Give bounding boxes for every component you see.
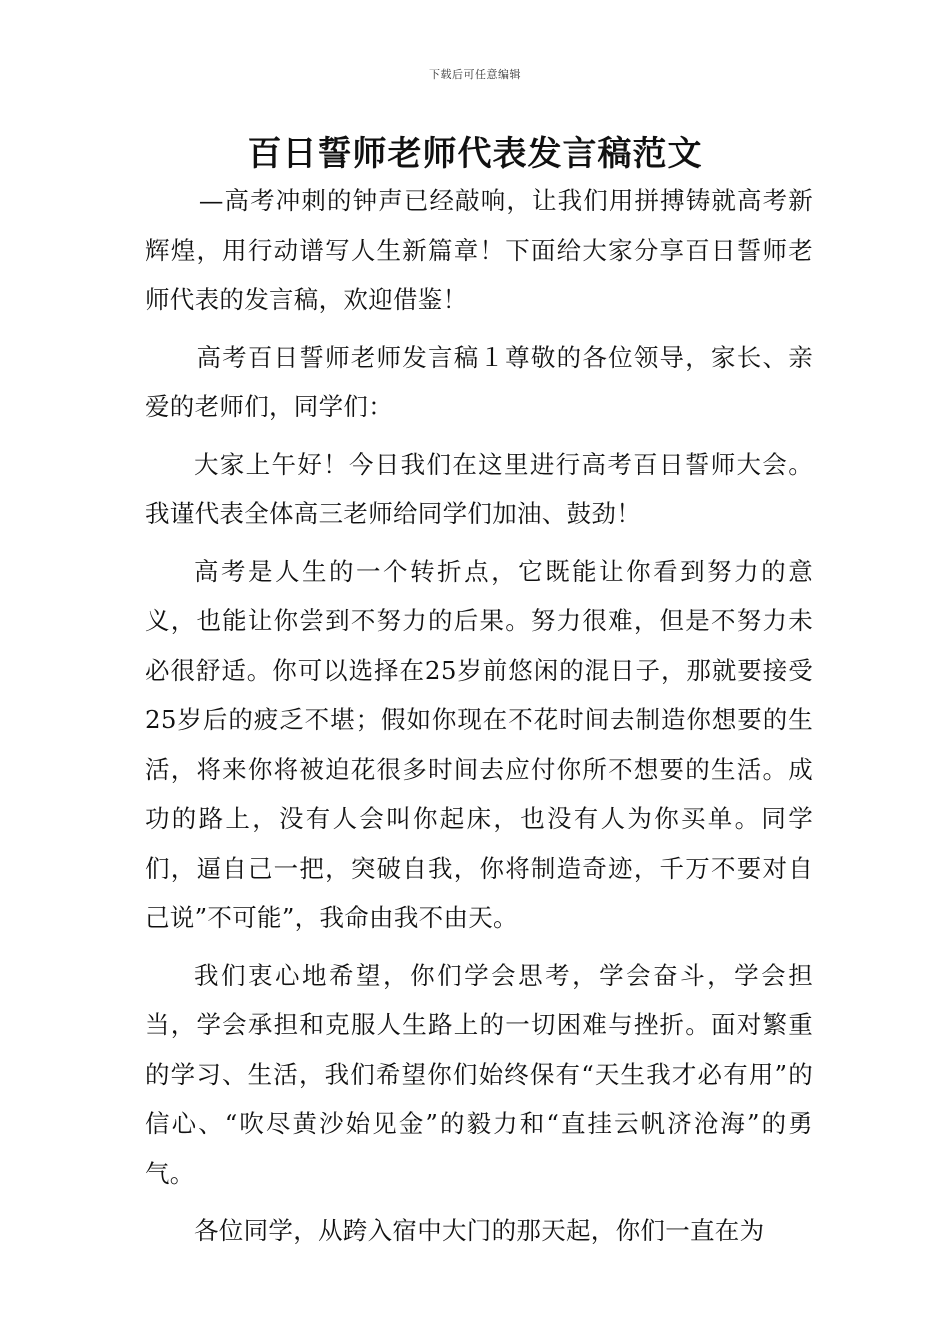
paragraph-intro: —高考冲刺的钟声已经敲响，让我们用拼搏铸就高考新辉煌，用行动谱写人生新篇章！下面给大家分享百日誓师老师代表的发言稿，欢迎借鉴！	[145, 186, 813, 314]
paragraph-salutation: 高考百日誓师老师发言稿１尊敬的各位领导，家长、亲爱的老师们，同学们：	[145, 342, 813, 421]
document-body	[145, 176, 813, 1256]
paragraph-greeting: 大家上午好！今日我们在这里进行高考百日誓师大会。我谨代表全体高三老师给同学们加油、鼓劲！	[145, 449, 813, 528]
paragraph-continued: 各位同学，从跨入宿中大门的那天起，你们一直在为	[194, 1216, 765, 1245]
paragraph-turning-point: 高考是人生的一个转折点，它既能让你看到努力的意义，也能让你尝到不努力的后果。努力很难，但是不努力未必很舒适。你可以选择在25岁前悠闲的混日子，那就要接受25岁后的疲乏不堪；假如你现在不花时间去制造你想要的生活，将来你将被迫花很多时间去应付你所不想要的生活。成功的路上，没有人会叫你起床，也没有人为你买单。同学们，逼自己一把，突破自我，你将制造奇迹，千万不要对自己说”不可能”，我命由我不由天。	[145, 556, 813, 932]
paragraph-hope: 我们衷心地希望，你们学会思考，学会奋斗，学会担当，学会承担和克服人生路上的一切困难与挫折。面对繁重的学习、生活，我们希望你们始终保有“天生我才必有用”的信心、“吹尽黄沙始见金”的毅力和“直挂云帆济沧海”的勇气。	[145, 960, 813, 1188]
page-title: 百日誓师老师代表发言稿范文	[247, 134, 703, 174]
header-note: 下载后可任意编辑	[429, 68, 521, 81]
